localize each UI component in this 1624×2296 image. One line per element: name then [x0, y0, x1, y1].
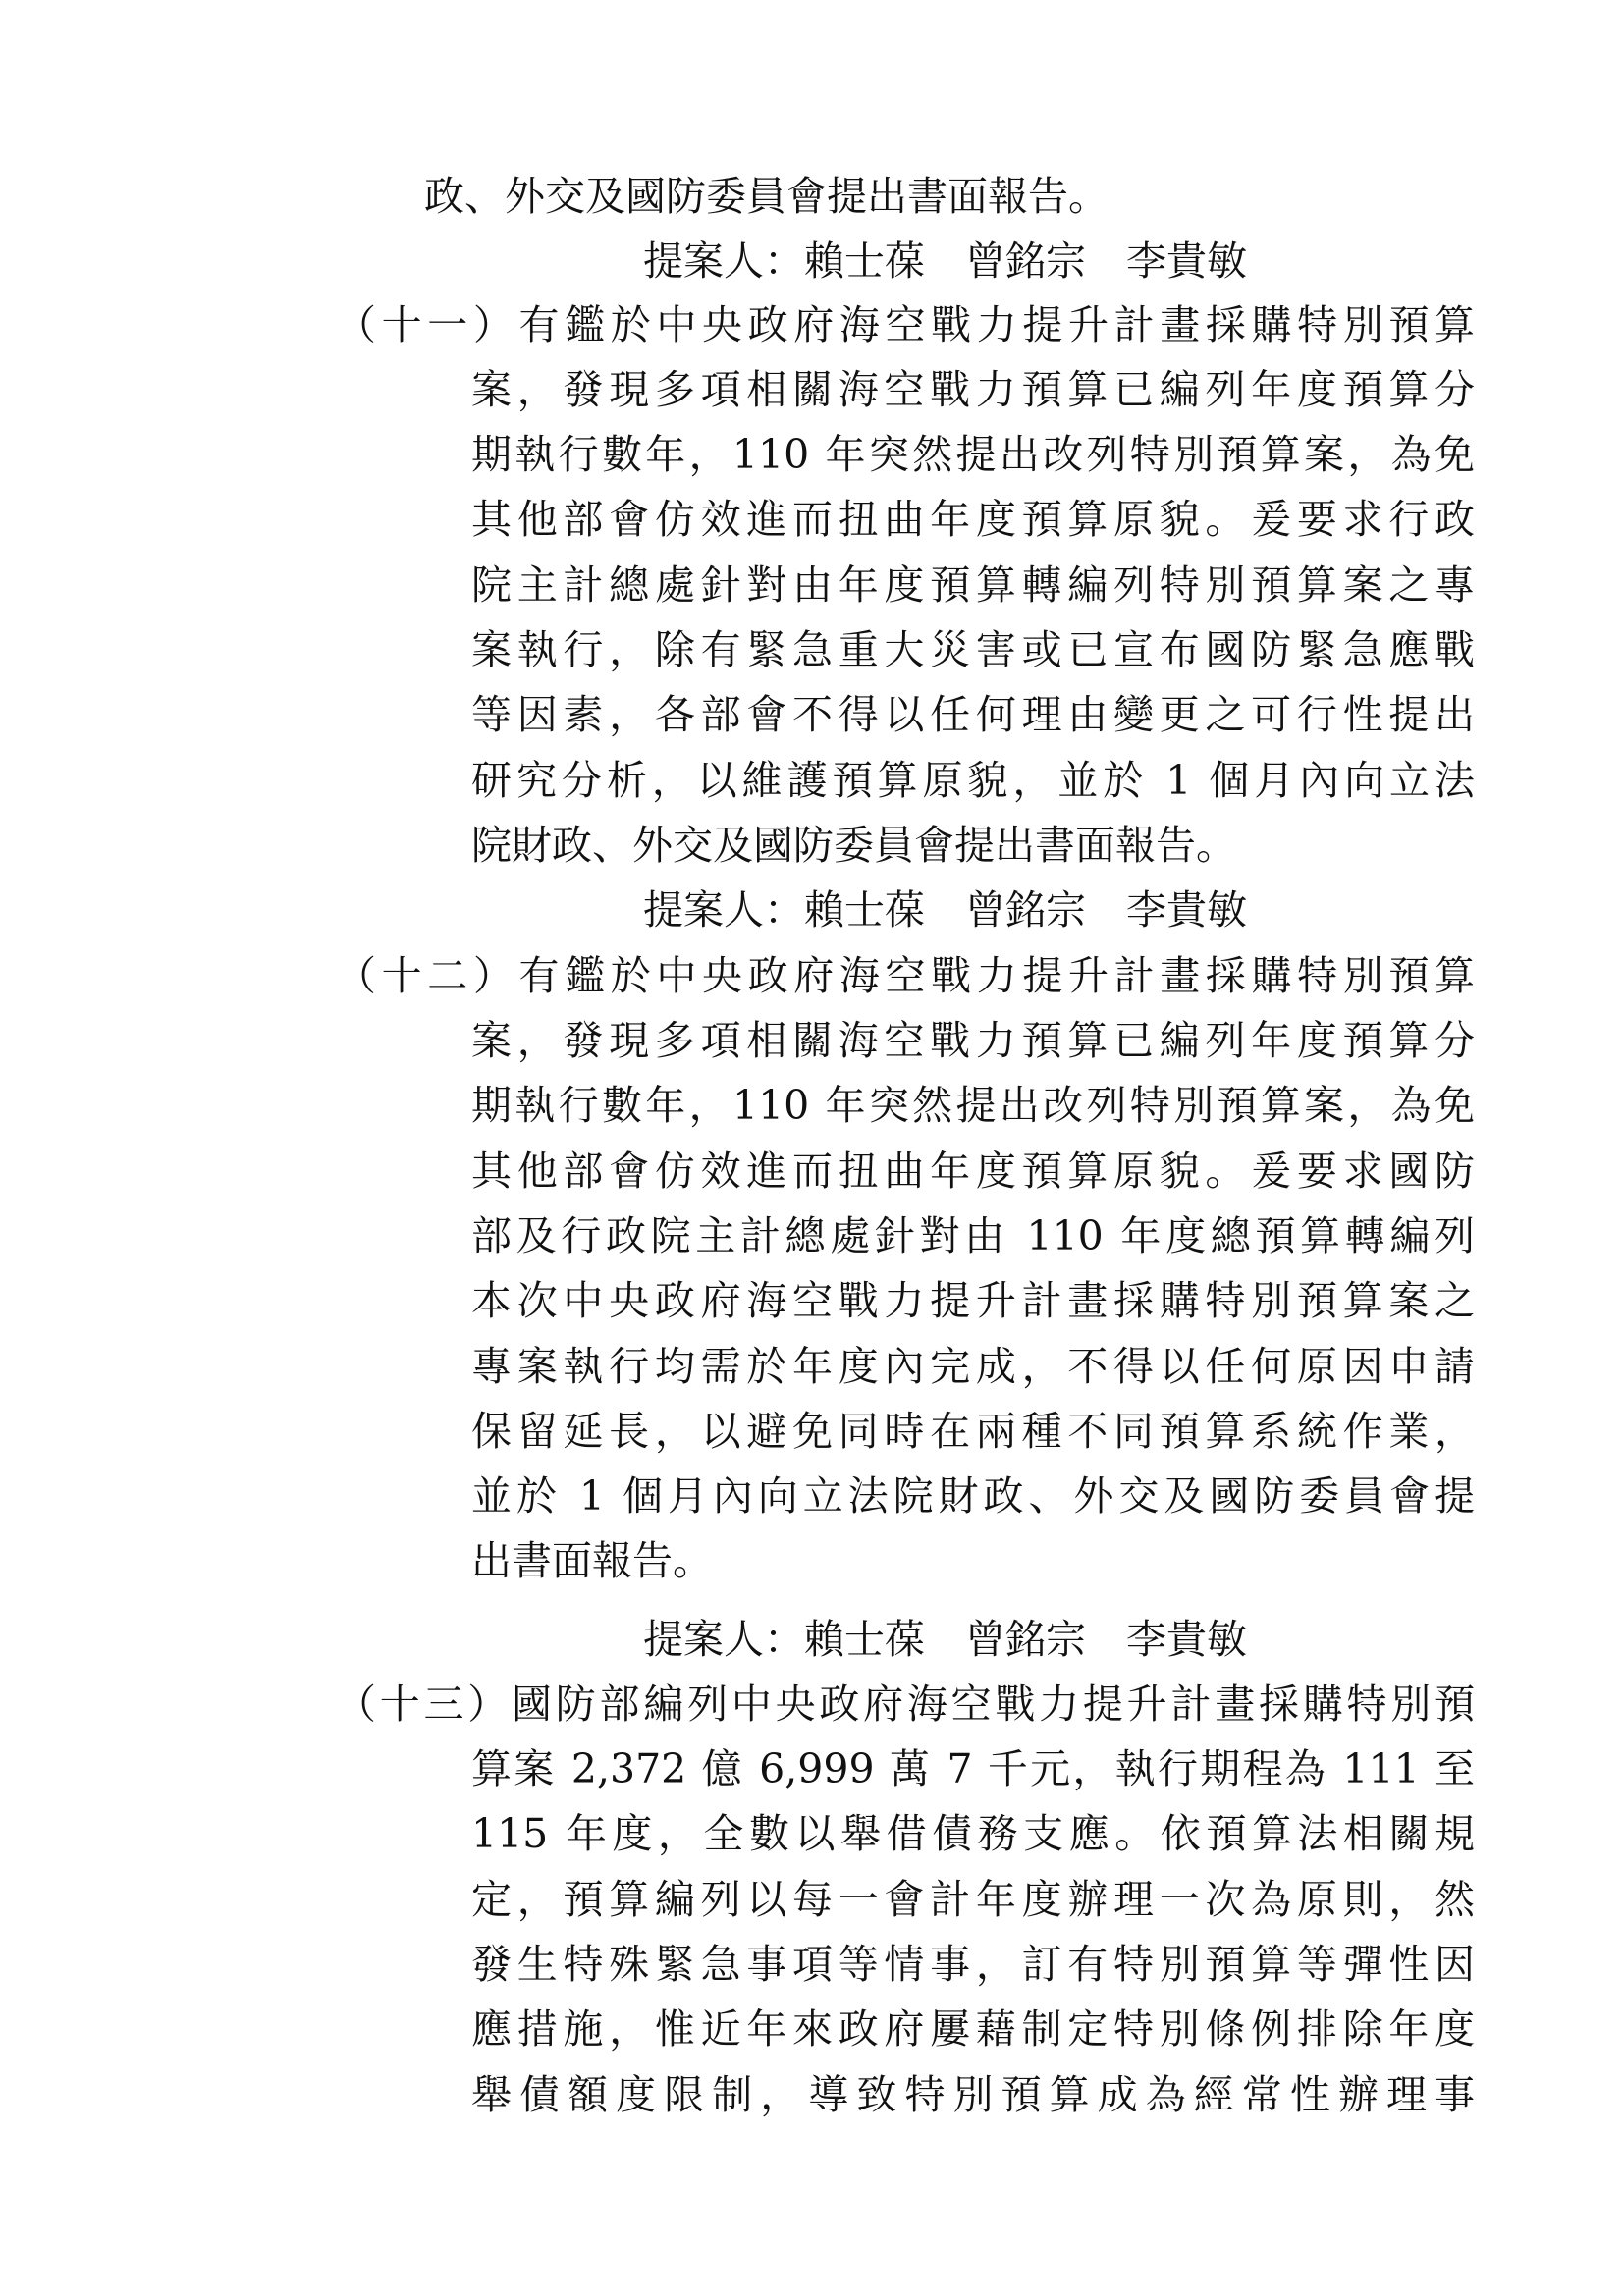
- body-text-line: 研究分析，以維護預算原貌，並於 1 個月內向立法: [471, 757, 1475, 804]
- body-text-line: 院財政、外交及國防委員會提出書面報告。: [471, 822, 1236, 869]
- item-heading-11: （十一）有鑑於中央政府海空戰力提升計畫採購特別預算: [336, 301, 1475, 348]
- body-text-line: 保留延長，以避免同時在兩種不同預算系統作業，: [471, 1408, 1475, 1455]
- body-text-line: 其他部會仿效進而扭曲年度預算原貌。爰要求行政: [471, 496, 1475, 543]
- body-text-line: 其他部會仿效進而扭曲年度預算原貌。爰要求國防: [471, 1148, 1475, 1195]
- body-text-line: 部及行政院主計總處針對由 110 年度總預算轉編列: [471, 1212, 1475, 1259]
- body-text-line: 等因素，各部會不得以任何理由變更之可行性提出: [471, 691, 1475, 738]
- proposer-line: 提案人：賴士葆 曾銘宗 李貴敏: [643, 238, 1247, 285]
- body-text-line: 115 年度，全數以舉借債務支應。依預算法相關規: [471, 1810, 1475, 1857]
- body-text-line: 期執行數年，110 年突然提出改列特別預算案，為免: [471, 431, 1475, 478]
- body-text-line: 案執行，除有緊急重大災害或已宣布國防緊急應戰: [471, 626, 1475, 673]
- body-text-line: 發生特殊緊急事項等情事，訂有特別預算等彈性因: [471, 1941, 1475, 1988]
- item-heading-13: （十三）國防部編列中央政府海空戰力提升計畫採購特別預: [336, 1681, 1475, 1728]
- body-text-line: 院主計總處針對由年度預算轉編列特別預算案之專: [471, 561, 1475, 609]
- body-text-line: 案，發現多項相關海空戰力預算已編列年度預算分: [471, 1017, 1475, 1064]
- body-text-line: 出書面報告。: [471, 1537, 713, 1584]
- body-text-line: 算案 2,372 億 6,999 萬 7 千元，執行期程為 111 至: [471, 1745, 1475, 1792]
- body-text-line: 定，預算編列以每一會計年度辦理一次為原則，然: [471, 1876, 1475, 1923]
- item-heading-12: （十二）有鑑於中央政府海空戰力提升計畫採購特別預算: [336, 952, 1475, 999]
- body-text-line: 並於 1 個月內向立法院財政、外交及國防委員會提: [471, 1472, 1475, 1520]
- body-text-line: 專案執行均需於年度內完成，不得以任何原因申請: [471, 1343, 1475, 1390]
- body-text-line: 案，發現多項相關海空戰力預算已編列年度預算分: [471, 366, 1475, 413]
- body-text-line: 期執行數年，110 年突然提出改列特別預算案，為免: [471, 1082, 1475, 1129]
- proposer-line: 提案人：賴士葆 曾銘宗 李貴敏: [643, 886, 1247, 934]
- body-text-line: 本次中央政府海空戰力提升計畫採購特別預算案之: [471, 1277, 1475, 1324]
- body-text-line: 政、外交及國防委員會提出書面報告。: [424, 173, 1109, 220]
- proposer-line: 提案人：賴士葆 曾銘宗 李貴敏: [643, 1616, 1247, 1663]
- body-text-line: 應措施，惟近年來政府屢藉制定特別條例排除年度: [471, 2005, 1475, 2053]
- body-text-line: 舉債額度限制，導致特別預算成為經常性辦理事: [471, 2071, 1475, 2118]
